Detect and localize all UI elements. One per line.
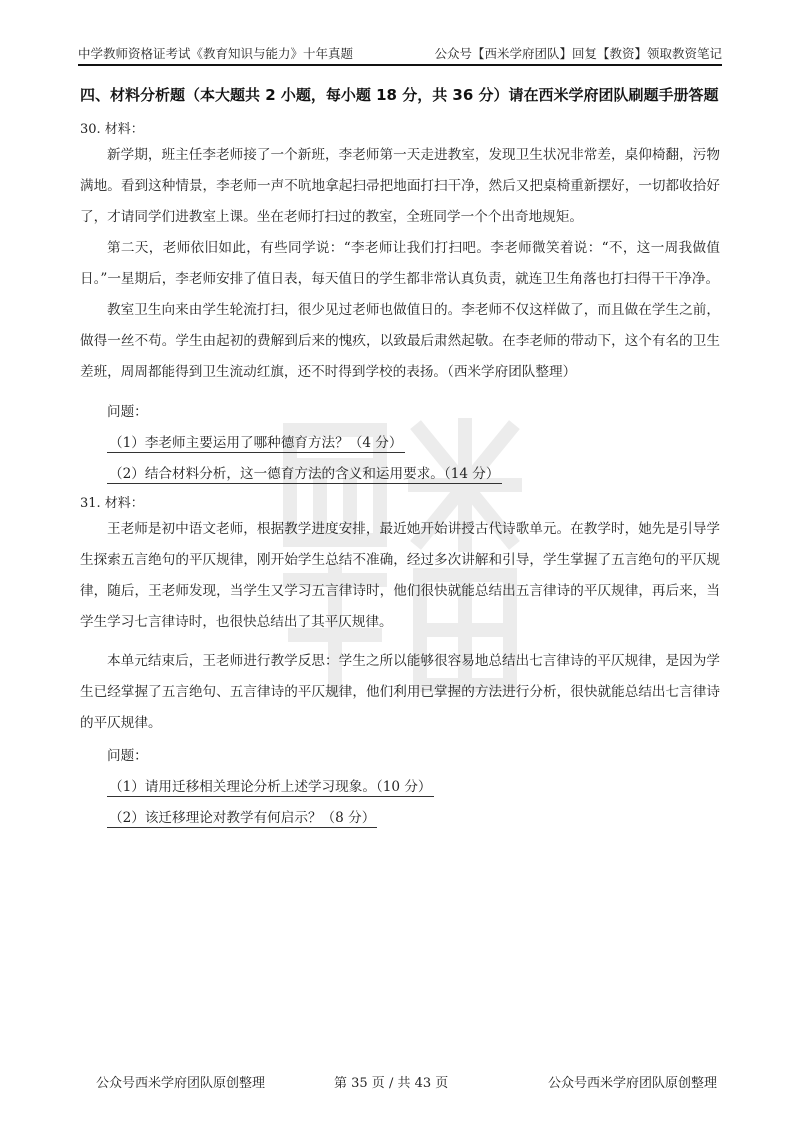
q31-question-2: （2）该迁移理论对教学有何启示？（8 分）	[107, 806, 377, 828]
section-title: 四、材料分析题（本大题共 2 小题，每小题 18 分，共 36 分）请在西米学府团队刷题手册答题	[80, 86, 719, 104]
q30-question-1: （1）李老师主要运用了哪种德育方法？（4 分）	[107, 431, 405, 453]
page-header	[78, 40, 722, 66]
q31-paragraph-2: 本单元结束后，王老师进行教学反思：学生之所以能够很容易地总结出七言律诗的平仄规律，是因为学生已经掌握了五言绝句、五言律诗的平仄规律，他们利用已掌握的方法进行分析，很快就能总结出七言律诗的平仄规律。	[80, 653, 720, 731]
header-promo: 公众号【西米学府团队】回复【教资】领取教资笔记	[434, 46, 722, 61]
header-title: 中学教师资格证考试《教育知识与能力》十年真题	[78, 46, 354, 61]
q30-question-2: （2）结合材料分析，这一德育方法的含义和运用要求。（14 分）	[107, 462, 502, 484]
q30-paragraph-3: 教室卫生向来由学生轮流打扫，很少见过老师也做值日的。李老师不仅这样做了，而且做在学生之前，做得一丝不苟。学生由起初的费解到后来的愧疚，以致最后肃然起敬。在李老师的带动下，这个有名的卫生差班，周周都能得到卫生流动红旗，还不时得到学校的表扬。（西米学府团队整理）	[80, 302, 720, 380]
q31-paragraph-1: 王老师是初中语文老师，根据教学进度安排，最近她开始讲授古代诗歌单元。在教学时，她先是引导学生探索五言绝句的平仄规律，刚开始学生总结不准确，经过多次讲解和引导，学生掌握了五言绝句的平仄规律，随后，王老师发现，当学生又学习五言律诗时，他们很快就能总结出五言律诗的平仄规律，再后来，当学生学习七言律诗时，也很快总结出了其平仄规律。	[80, 521, 720, 630]
q31-question-1: （1）请用迁移相关理论分析上述学习现象。（10 分）	[107, 775, 434, 797]
q30-question-label: 问题：	[107, 404, 148, 420]
q30-paragraph-2: 第二天，老师依旧如此，有些同学说：“李老师让我们打扫吧。李老师微笑着说：“不，这一周我做值日。”一星期后，李老师安排了值日表，每天值日的学生都非常认真负责，就连卫生角落也打扫得干干净净。	[80, 240, 720, 287]
q31-label: 31. 材料：	[80, 496, 144, 511]
page-number: 第 35 页 / 共 43 页	[334, 1076, 449, 1091]
q30-paragraph-1: 新学期，班主任李老师接了一个新班，李老师第一天走进教室，发现卫生状况非常差，桌仰椅翻，污物满地。看到这种情景，李老师一声不吭地拿起扫帚把地面打扫干净，然后又把桌椅重新摆好，一切都收拾好了，才请同学们进教室上课。坐在老师打扫过的教室，全班同学一个个出奇地规矩。	[80, 147, 720, 225]
q30-label: 30. 材料：	[80, 122, 144, 137]
q31-question-label: 问题：	[107, 748, 148, 764]
footer-left-credit: 公众号西米学府团队原创整理	[96, 1076, 266, 1091]
footer-right-credit: 公众号西米学府团队原创整理	[548, 1076, 718, 1091]
